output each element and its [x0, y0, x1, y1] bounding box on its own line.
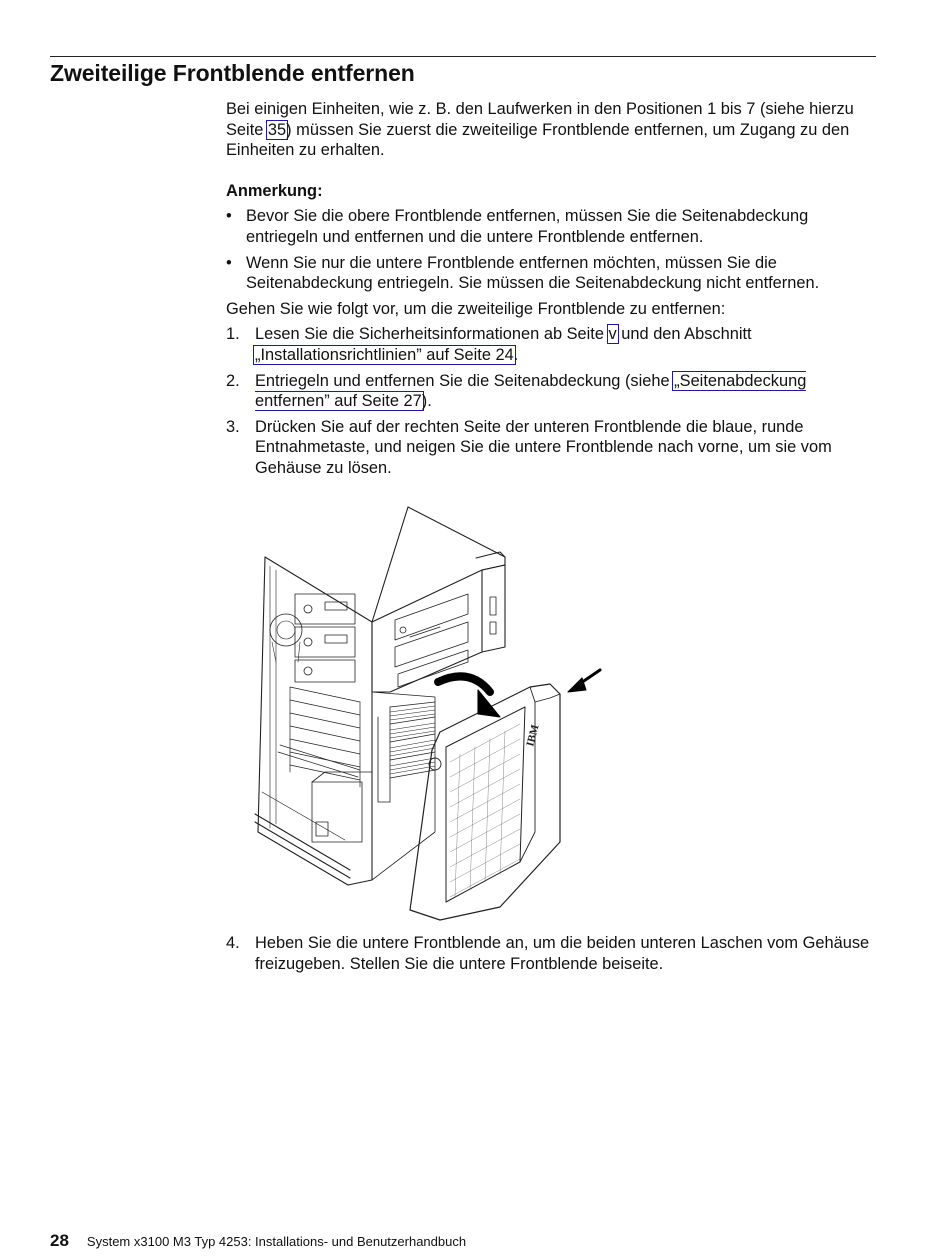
procedure-lead: Gehen Sie wie folgt vor, um die zweiteilige Frontblende zu entfernen: — [226, 299, 726, 318]
note-list — [226, 206, 876, 293]
title-rule — [50, 56, 876, 57]
step-number: 1. — [226, 325, 240, 344]
note-item — [226, 253, 876, 294]
note-text: Bevor Sie die obere Frontblende entfernen, müssen Sie die Seitenabdeckung entriegeln und entfernen und die untere Frontblende entfernen. — [246, 207, 809, 246]
note-text: Wenn Sie nur die untere Frontblende entfernen möchten, müssen Sie die Seitenabdeckung entriegeln. Sie müssen die Seitenabdeckung nicht entfernen. — [246, 253, 820, 293]
step-text: Drücken Sie auf der rechten Seite der unteren Frontblende die blaue, runde Entnahmetaste, und neigen Sie die untere Frontblende nach vorne, um sie vom Gehäuse zu lösen. — [255, 417, 832, 477]
intro-paragraph — [226, 99, 876, 161]
step-item — [226, 417, 876, 479]
page-footer — [50, 1231, 466, 1251]
footer-text: System x3100 M3 Typ 4253: Installations- und Benutzerhandbuch — [86, 1234, 467, 1249]
bezel-removal-illustration — [250, 502, 620, 922]
step-text: Entriegeln und entfernen Sie die Seitenabdeckung (siehe — [255, 371, 675, 390]
step-number: 3. — [226, 417, 240, 436]
intro-text-before: Bei einigen Einheiten, wie z. B. den Laufwerken in den Positionen 1 bis 7 (siehe hierzu Seite — [226, 100, 854, 139]
step-text: . — [513, 345, 519, 364]
step-number: 4. — [226, 934, 240, 952]
step-item — [226, 324, 876, 365]
bullet-icon: • — [226, 207, 232, 226]
ibm-logo: IBM — [524, 723, 542, 748]
note-item — [226, 206, 876, 247]
step-text: ). — [421, 392, 432, 411]
procedure-steps — [226, 324, 876, 478]
step-item — [226, 371, 876, 412]
server-illustration — [250, 502, 620, 922]
link-installation-guidelines[interactable]: „Installationsrichtlinien” auf Seite 24 — [255, 345, 514, 364]
note-heading: Anmerkung: — [226, 181, 323, 200]
bullet-icon: • — [226, 253, 232, 272]
step-number: 2. — [226, 371, 240, 390]
step-text: Lesen Sie die Sicherheitsinformationen ab Seite — [255, 325, 609, 344]
link-side-cover-removal[interactable]: „Seitenabdeckung entfernen” auf Seite 27 — [255, 371, 807, 411]
intro-text-after: ) müssen Sie zuerst die zweiteilige Frontblende entfernen, um Zugang zu den Einheiten zu erhalten. — [226, 120, 850, 160]
link-safety-page-v[interactable]: v — [608, 325, 617, 344]
main-content — [226, 99, 876, 484]
page-number: 28 — [50, 1231, 69, 1250]
step-item — [226, 933, 876, 974]
step-text: Heben Sie die untere Frontblende an, um die beiden unteren Laschen vom Gehäuse freizugeben. Stellen Sie die untere Frontblende beiseite. — [255, 934, 870, 973]
page-title: Zweiteilige Frontblende entfernen — [50, 60, 415, 86]
step-text: und den Abschnitt — [616, 325, 752, 344]
link-page-35[interactable]: 35 — [267, 120, 287, 139]
